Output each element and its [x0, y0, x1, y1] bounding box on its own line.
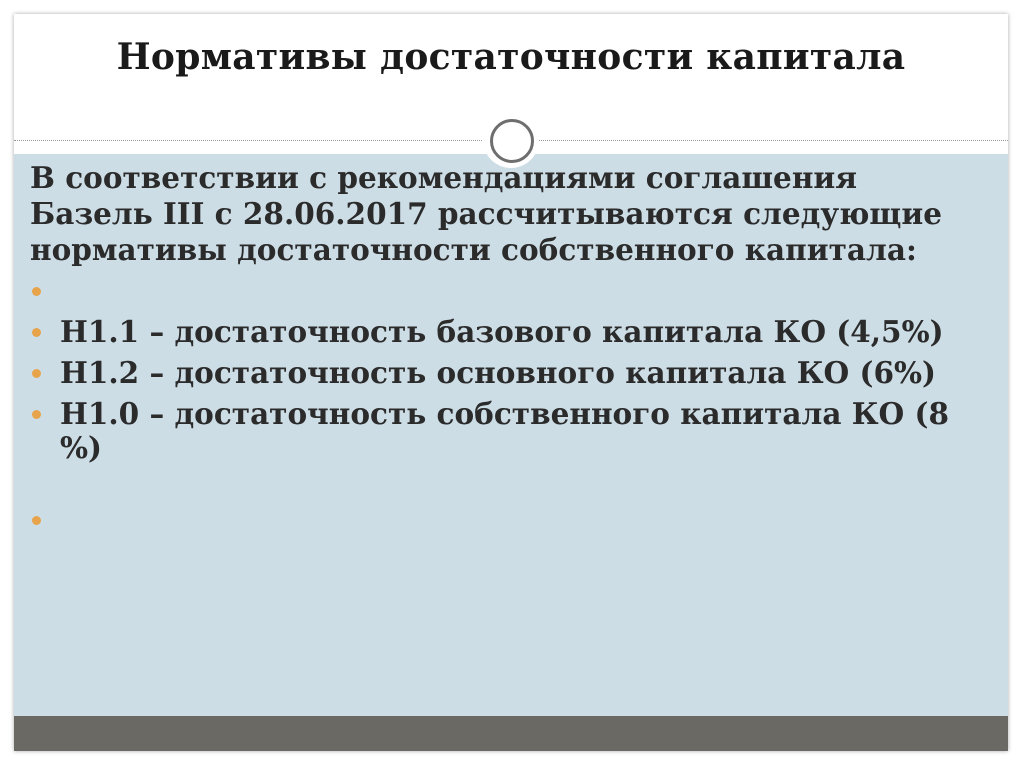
slide-content — [30, 160, 950, 544]
intro-paragraph: В соответствии с рекомендациями соглашения Базель III с 28.06.2017 рассчитываются следующие нормативы достаточности собственного капитала: — [30, 160, 942, 267]
bullet-item-empty — [30, 274, 950, 308]
bullet-text: Н1.1 – достаточность базового капитала КО (4,5%) — [60, 314, 944, 349]
bullet-item-h1-0 — [30, 397, 950, 465]
footer-bar — [14, 716, 1008, 751]
bullet-text: Н1.2 – достаточность основного капитала КО (6%) — [60, 355, 936, 390]
bullet-dot-icon — [32, 516, 41, 525]
slide-title: Нормативы достаточности капитала — [116, 36, 906, 78]
bullet-dot-icon — [32, 410, 41, 419]
bullet-list — [30, 274, 950, 537]
bullet-item-h1-2 — [30, 356, 950, 390]
bullet-text: Н1.0 – достаточность собственного капитала КО (8 %) — [60, 396, 949, 465]
bullet-item-h1-1 — [30, 315, 950, 349]
bullet-item-empty — [30, 503, 950, 537]
bullet-dot-icon — [32, 369, 41, 378]
ring-divider-inner — [490, 119, 534, 163]
bullet-dot-icon — [32, 328, 41, 337]
bullet-dot-icon — [32, 287, 41, 296]
